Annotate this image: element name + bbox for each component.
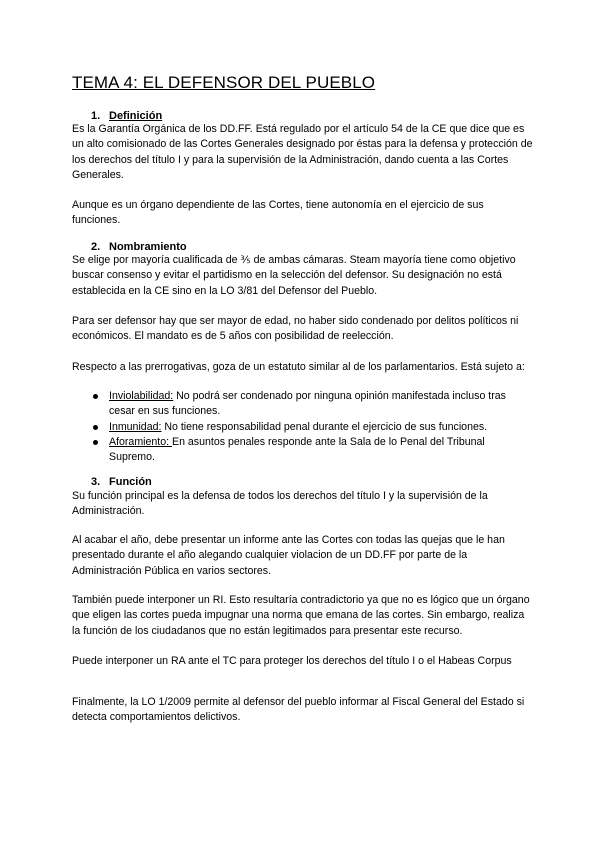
list-item — [91, 389, 521, 420]
section-heading-definicion — [91, 110, 162, 122]
bullet-term: Inviolabilidad: — [109, 390, 174, 402]
bullet-text: En asuntos penales responde ante la Sala de lo Penal del Tribunal Supremo. — [109, 435, 485, 464]
bullet-text: No tiene responsabilidad penal durante el ejercicio de sus funciones. — [161, 420, 488, 433]
paragraph: Puede interponer un RA ante el TC para proteger los derechos del título I o el Habeas Corpus — [72, 655, 512, 667]
paragraph: Respecto a las prerrogativas, goza de un estatuto similar al de los parlamentarios. Está sujeto a: — [72, 361, 525, 373]
section-title: Definición — [109, 110, 163, 122]
section-heading-funcion — [91, 476, 152, 488]
section-number: 2. — [91, 241, 101, 253]
section-number: 1. — [91, 110, 101, 122]
paragraph: Se elige por mayoría cualificada de ⅗ de ambas cámaras. Steam mayoría tiene como objetivo buscar consenso y evitar el partidismo en la selección del defensor. Su designación no está establecida en la CE sino en la LO 3/81 del Defensor del Pueblo. — [72, 254, 516, 297]
paragraph: Su función principal es la defensa de todos los derechos del título I y la supervisión de la Administración. — [72, 490, 488, 518]
list-item — [91, 435, 521, 466]
prerrogativas-list — [91, 389, 521, 465]
paragraph: Para ser defensor hay que ser mayor de edad, no haber sido condenado por delitos políticos ni económicos. El mandato es de 5 años con posibilidad de reelección. — [72, 315, 519, 343]
list-item — [91, 420, 521, 435]
section-title: Nombramiento — [109, 241, 187, 253]
paragraph: Finalmente, la LO 1/2009 permite al defensor del pueblo informar al Fiscal General del Estado si detecta comportamientos delictivos. — [72, 696, 525, 724]
paragraph: Al acabar el año, debe presentar un informe ante las Cortes con todas las quejas que le han presentado durante el año alegando cualquier violacion de un DD.FF por parte de la Administración Pública en varios sectores. — [72, 534, 505, 577]
paragraph: También puede interponer un RI. Esto resultaría contradictorio ya que no es lógico que un órgano que eligen las cortes pueda impugnar una norma que emana de las cortes. Sin embargo, realiza la función de los ciudadanos que no están legitimados para presentar este recurso. — [72, 594, 530, 637]
section-title: Función — [109, 476, 152, 488]
bullet-term: Aforamiento: — [109, 435, 173, 448]
bullet-term: Inmunidad: — [109, 420, 162, 433]
section-heading-nombramiento — [91, 241, 187, 253]
bullet-text: No podrá ser condenado por ninguna opinión manifestada incluso tras cesar en sus funciones. — [109, 390, 506, 418]
paragraph: Aunque es un órgano dependiente de las Cortes, tiene autonomía en el ejercicio de sus funciones. — [72, 199, 484, 227]
section-number: 3. — [91, 476, 101, 488]
paragraph: Es la Garantía Orgánica de los DD.FF. Está regulado por el artículo 54 de la CE que dice que es un alto comisionado de las Cortes Generales designado por éstas para la defensa y protección de los derechos del título I y para la supervisión de la Administración, dando cuenta a las Cortes Generales. — [72, 123, 533, 181]
document-title: TEMA 4: EL DEFENSOR DEL PUEBLO — [72, 73, 376, 92]
